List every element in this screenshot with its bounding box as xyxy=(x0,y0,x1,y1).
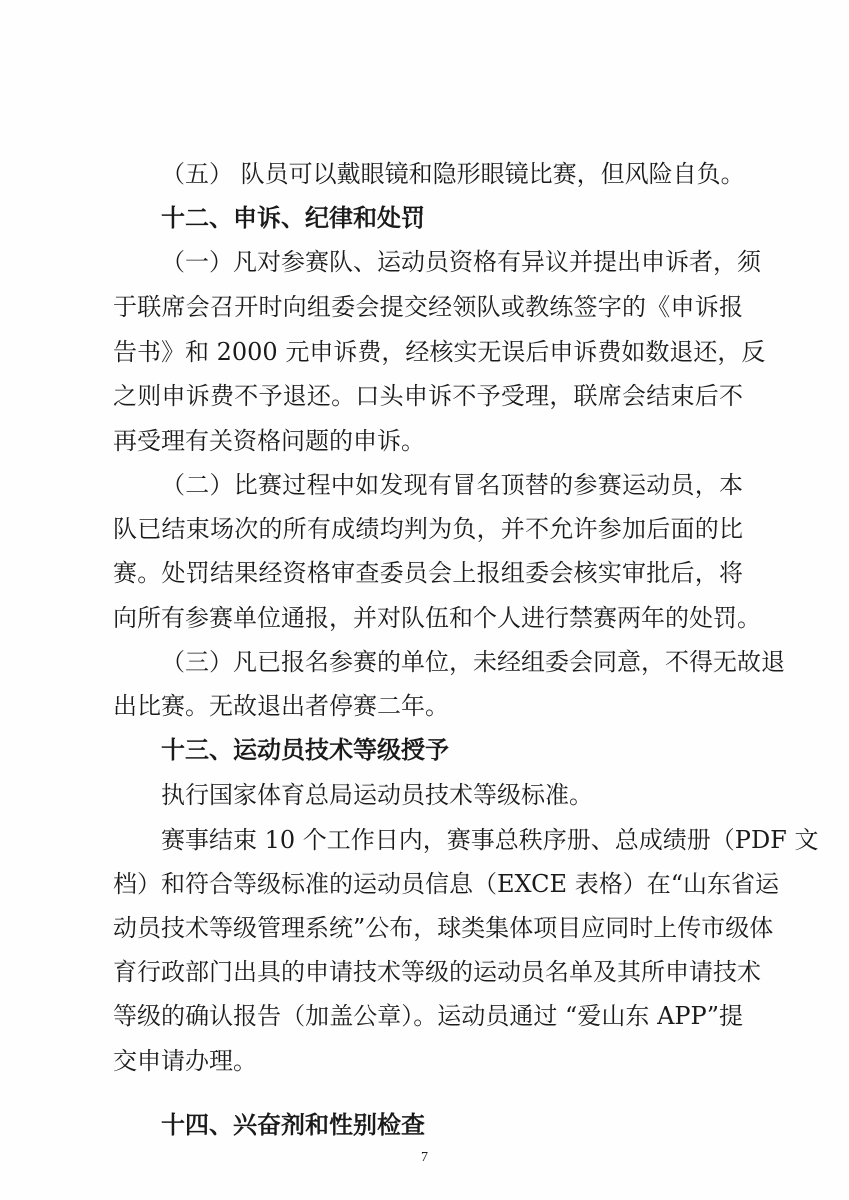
paragraph-line: 于联席会召开时向组委会提交经领队或教练签字的《申诉报 xyxy=(113,293,743,321)
paragraph-line: 向所有参赛单位通报，并对队伍和个人进行禁赛两年的处罚。 xyxy=(113,604,761,632)
paragraph-line: 动员技术等级管理系统”公布，球类集体项目应同时上传市级体 xyxy=(113,914,774,942)
paragraph-line: 执行国家体育总局运动员技术等级标准。 xyxy=(161,781,593,809)
section-heading: 十三、运动员技术等级授予 xyxy=(161,736,449,764)
paragraph-line: 档）和符合等级标准的运动员信息（EXCE 表格）在“山东省运 xyxy=(113,870,779,898)
paragraph-line: 队已结束场次的所有成绩均判为负，并不允许参加后面的比 xyxy=(113,515,743,543)
paragraph-line: 赛。处罚结果经资格审查委员会上报组委会核实审批后，将 xyxy=(113,559,743,587)
section-heading: 十四、兴奋剂和性别检查 xyxy=(161,1111,425,1139)
paragraph-line: （二）比赛过程中如发现有冒名顶替的参赛运动员，本 xyxy=(161,471,743,499)
paragraph-line: （三）凡已报名参赛的单位，未经组委会同意，不得无故退 xyxy=(161,648,785,676)
paragraph-line: 交申请办理。 xyxy=(113,1047,257,1075)
paragraph-line: （一）凡对参赛队、运动员资格有异议并提出申诉者，须 xyxy=(161,248,761,276)
paragraph-line: 等级的确认报告（加盖公章）。运动员通过 “爱山东 APP”提 xyxy=(113,1002,743,1030)
paragraph-line: 育行政部门出具的申请技术等级的运动员名单及其所申请技术 xyxy=(113,958,761,986)
paragraph-line: 之则申诉费不予退还。口头申诉不予受理，联席会结束后不 xyxy=(113,382,743,410)
section-heading: 十二、申诉、纪律和处罚 xyxy=(161,204,425,232)
paragraph-line: 出比赛。无故退出者停赛二年。 xyxy=(113,692,449,720)
paragraph-line: 赛事结束 10 个工作日内，赛事总秩序册、总成绩册（PDF 文 xyxy=(161,826,819,854)
paragraph-line: 再受理有关资格问题的申诉。 xyxy=(113,427,425,455)
page-number: 7 xyxy=(421,1150,428,1165)
paragraph-line: 告书》和 2000 元申诉费，经核实无误后申诉费如数退还，反 xyxy=(113,338,766,366)
paragraph-line: （五） 队员可以戴眼镜和隐形眼镜比赛，但风险自负。 xyxy=(161,160,745,188)
